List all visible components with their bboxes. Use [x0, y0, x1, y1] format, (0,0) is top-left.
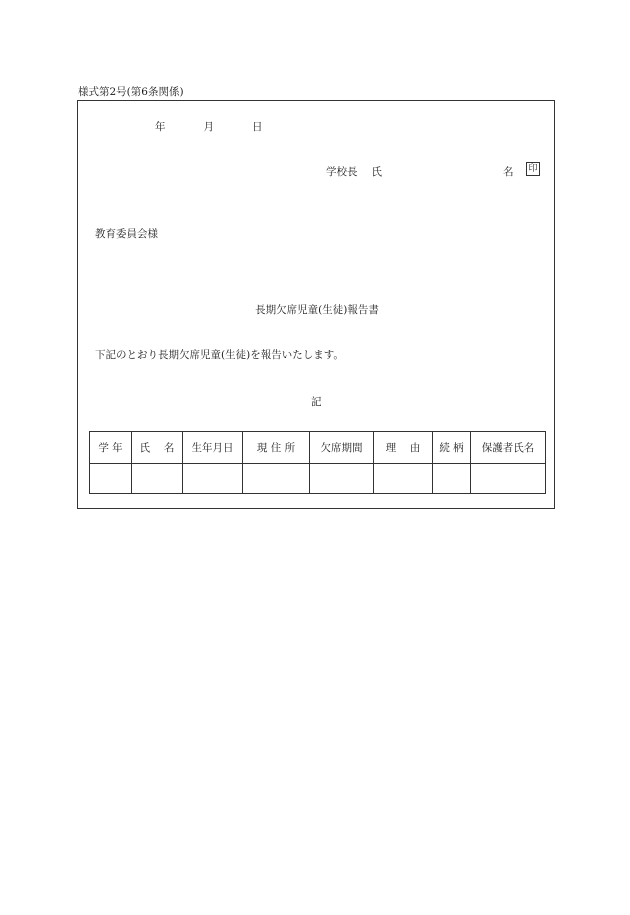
header-reason: 理 由: [374, 432, 433, 464]
addressee: 教育委員会様: [95, 228, 158, 240]
header-birthdate: 生年月日: [183, 432, 243, 464]
header-grade: 学 年: [90, 432, 132, 464]
header-name: 氏 名: [132, 432, 183, 464]
date-year-label: 年: [155, 121, 166, 133]
seal-mark: 印: [526, 162, 540, 176]
body-text: 下記のとおり長期欠席児童(生徒)を報告いたします。: [95, 349, 344, 361]
table-row: [90, 464, 546, 494]
principal-honorific: 氏: [371, 166, 382, 178]
principal-line: [326, 164, 382, 179]
date-day-label: 日: [252, 121, 263, 133]
cell-address[interactable]: [243, 464, 310, 494]
cell-relation[interactable]: [433, 464, 471, 494]
form-number-label: 様式第2号(第6条関係): [78, 86, 184, 98]
cell-grade[interactable]: [90, 464, 132, 494]
date-month-label: 月: [203, 121, 214, 133]
cell-guardian-name[interactable]: [471, 464, 546, 494]
header-absence-period: 欠席期間: [310, 432, 374, 464]
ki-heading: 記: [311, 396, 322, 408]
principal-name-label: 名: [503, 166, 514, 178]
header-address: 現 住 所: [243, 432, 310, 464]
date-line: [155, 119, 263, 134]
header-relation: 続 柄: [433, 432, 471, 464]
header-guardian-name: 保護者氏名: [471, 432, 546, 464]
cell-reason[interactable]: [374, 464, 433, 494]
cell-birthdate[interactable]: [183, 464, 243, 494]
cell-name[interactable]: [132, 464, 183, 494]
cell-absence-period[interactable]: [310, 464, 374, 494]
principal-title: 学校長: [326, 166, 358, 178]
document-title: 長期欠席児童(生徒)報告書: [255, 304, 379, 316]
table-header-row: [90, 432, 546, 464]
report-table: [89, 431, 546, 494]
